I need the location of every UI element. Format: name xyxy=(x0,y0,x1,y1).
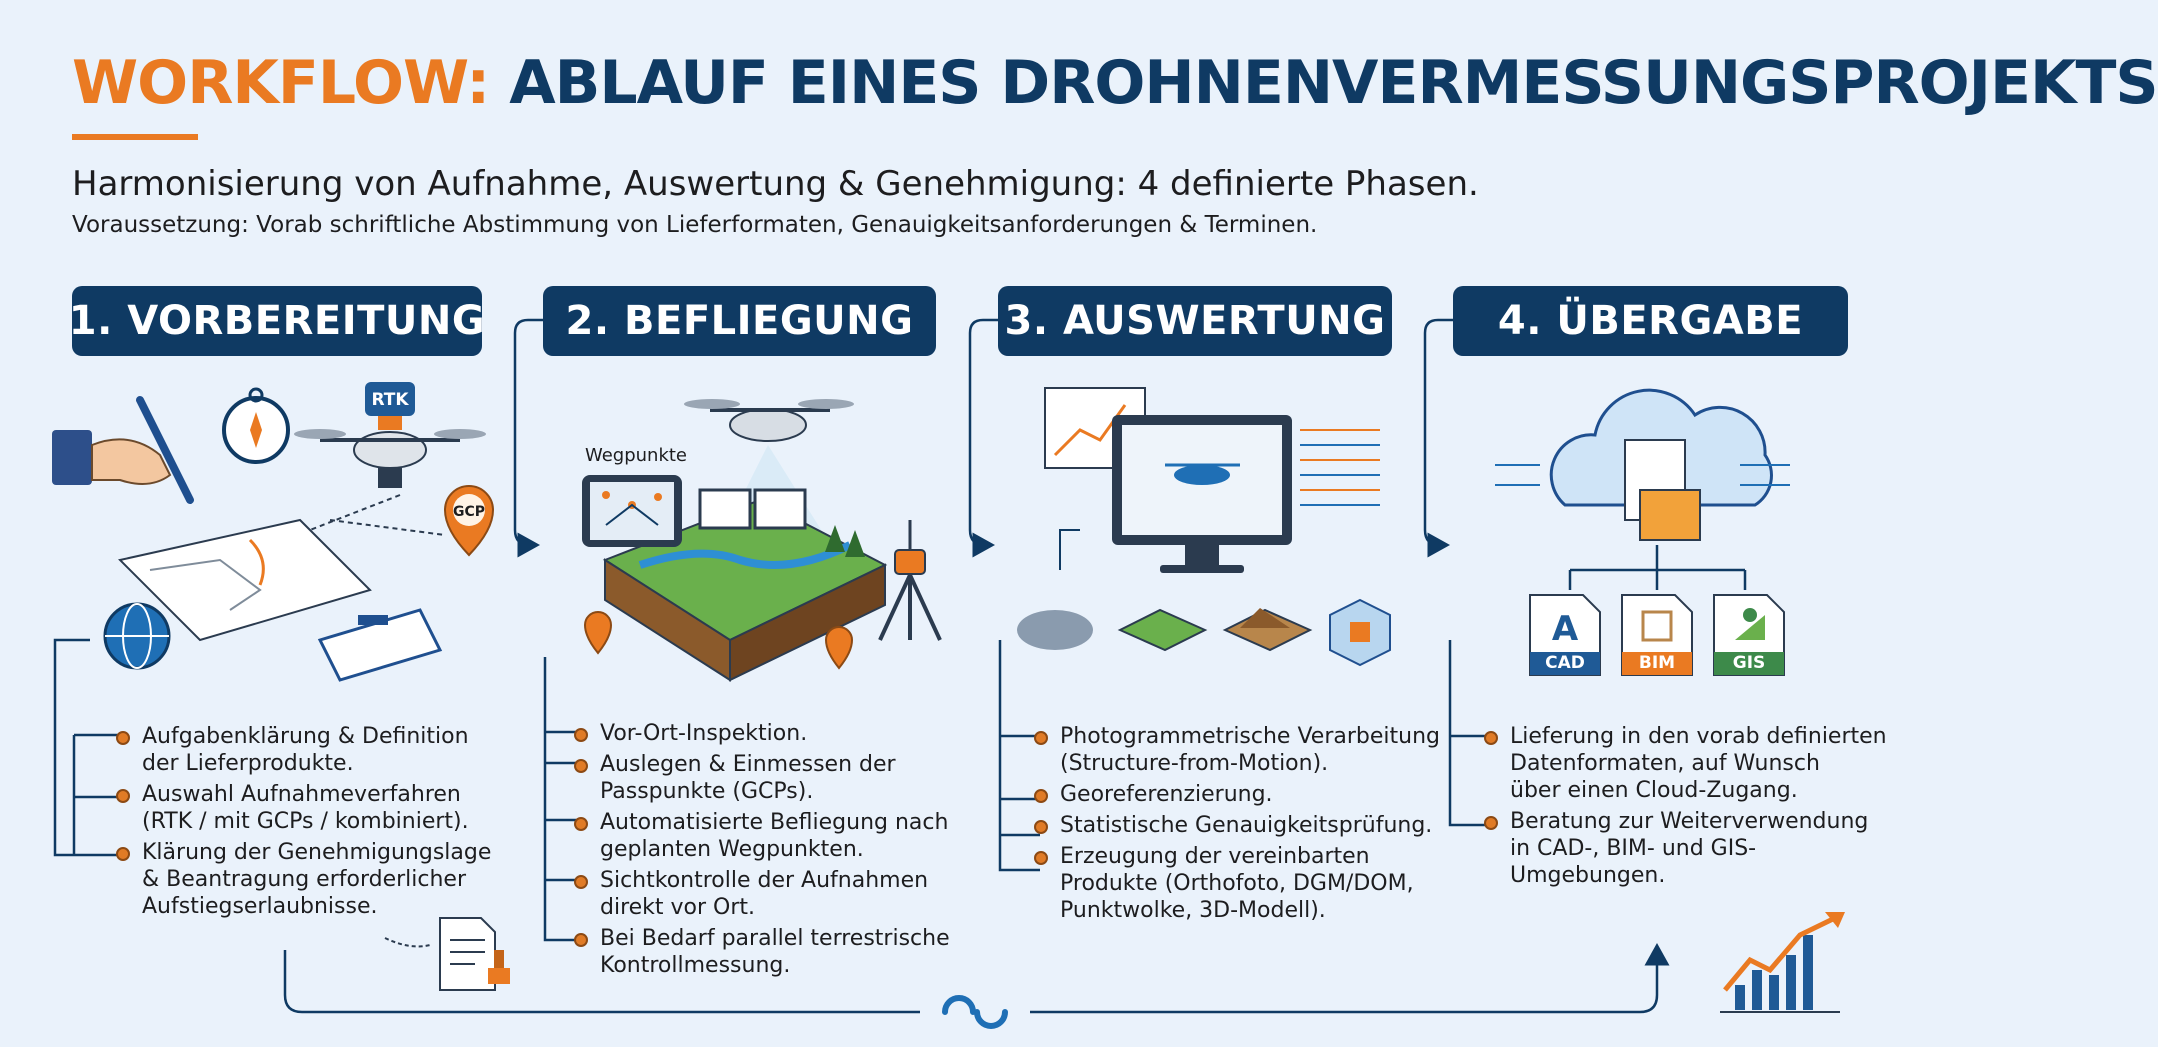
task-item xyxy=(1510,808,1887,889)
task-text-line: Aufgabenklärung & Definition xyxy=(142,724,469,749)
task-item xyxy=(600,720,950,747)
task-text-line: Kontrollmessung. xyxy=(600,953,791,978)
gcp-label: GCP xyxy=(452,504,486,520)
task-text-line: Klärung der Genehmigungslage xyxy=(142,840,492,865)
task-text-line: Umgebungen. xyxy=(1510,863,1666,888)
phase-1-tasks xyxy=(142,723,491,924)
task-text-line: Statistische Genauigkeitsprüfung. xyxy=(1060,813,1433,838)
task-text-line: über einen Cloud-Zugang. xyxy=(1510,778,1798,803)
task-item xyxy=(600,867,950,921)
task-text-line: Bei Bedarf parallel terrestrische xyxy=(600,926,950,951)
task-text-line: Punktwolke, 3D-Modell). xyxy=(1060,898,1326,923)
title-accent: WORKFLOW: xyxy=(72,48,490,118)
bullet-icon xyxy=(574,875,588,889)
format-bim-label: BIM xyxy=(1638,653,1676,673)
phase-3-tasks xyxy=(1060,723,1440,928)
subtitle: Harmonisierung von Aufnahme, Auswertung & Genehmigung: 4 definierte Phasen. xyxy=(72,164,1479,204)
task-text-line: Beratung zur Weiterverwendung xyxy=(1510,809,1869,834)
task-text-line: Produkte (Orthofoto, DGM/DOM, xyxy=(1060,871,1414,896)
task-text-line: Sichtkontrolle der Aufnahmen xyxy=(600,868,929,893)
bullet-icon xyxy=(574,817,588,831)
bullet-icon xyxy=(574,759,588,773)
bullet-icon xyxy=(116,789,130,803)
phase-4-header: 4. ÜBERGABE xyxy=(1453,286,1848,356)
task-text-line: direkt vor Ort. xyxy=(600,895,756,920)
task-text-line: Lieferung in den vorab definierten xyxy=(1510,724,1887,749)
bullet-icon xyxy=(1034,820,1048,834)
task-text-line: Auslegen & Einmessen der xyxy=(600,752,896,777)
task-item xyxy=(142,839,491,920)
title-main: ABLAUF EINES DROHNENVERMESSUNGSPROJEKTS xyxy=(509,48,2158,118)
format-cad-label: CAD xyxy=(1545,653,1585,673)
task-item xyxy=(142,723,491,777)
task-item xyxy=(1060,781,1440,808)
format-gis-label: GIS xyxy=(1732,653,1766,673)
task-text-line: Datenformaten, auf Wunsch xyxy=(1510,751,1820,776)
bullet-icon xyxy=(1034,789,1048,803)
task-text-line: & Beantragung erforderlicher xyxy=(142,867,466,892)
task-text-line: geplanten Wegpunkten. xyxy=(600,837,864,862)
task-item xyxy=(600,925,950,979)
task-text-line: (RTK / mit GCPs / kombiniert). xyxy=(142,809,469,834)
phase-4-tasks xyxy=(1510,723,1887,893)
phase-2-tasks xyxy=(600,720,950,983)
task-text-line: Vor-Ort-Inspektion. xyxy=(600,721,808,746)
task-text-line: Passpunkte (GCPs). xyxy=(600,779,814,804)
task-text-line: Erzeugung der vereinbarten xyxy=(1060,844,1370,869)
task-text-line: (Structure-from-Motion). xyxy=(1060,751,1329,776)
task-text-line: Photogrammetrische Verarbeitung xyxy=(1060,724,1440,749)
task-text-line: der Lieferprodukte. xyxy=(142,751,354,776)
prerequisite-note: Voraussetzung: Vorab schriftliche Abstimmung von Lieferformaten, Genauigkeitsanforderungen & Terminen. xyxy=(72,212,1318,238)
task-item xyxy=(1060,812,1440,839)
task-text-line: Auswahl Aufnahmeverfahren xyxy=(142,782,461,807)
phase3-illustration xyxy=(1017,388,1390,665)
task-item xyxy=(600,809,950,863)
task-text-line: Aufstiegserlaubnisse. xyxy=(142,894,378,919)
task-item xyxy=(1060,723,1440,777)
rtk-label: RTK xyxy=(371,390,409,410)
bullet-icon xyxy=(116,847,130,861)
task-item xyxy=(1510,723,1887,804)
task-item xyxy=(1060,843,1440,924)
phase4-illustration xyxy=(1495,390,1845,1012)
task-item xyxy=(142,781,491,835)
svg-text:A: A xyxy=(1551,609,1579,649)
task-text-line: Automatisierte Befliegung nach xyxy=(600,810,949,835)
task-text-line: Georeferenzierung. xyxy=(1060,782,1273,807)
cycle-icon xyxy=(945,998,1005,1026)
waypoints-label: Wegpunkte xyxy=(584,445,688,466)
bullet-icon xyxy=(1034,851,1048,865)
bullet-icon xyxy=(1484,731,1498,745)
task-text-line: in CAD-, BIM- und GIS- xyxy=(1510,836,1757,861)
bullet-icon xyxy=(1034,731,1048,745)
phase-2-header: 2. BEFLIEGUNG xyxy=(543,286,936,356)
bullet-icon xyxy=(116,731,130,745)
phase-1-header: 1. VORBEREITUNG xyxy=(72,286,482,356)
bullet-icon xyxy=(1484,816,1498,830)
task-item xyxy=(600,751,950,805)
bullet-icon xyxy=(574,933,588,947)
phase2-illustration xyxy=(582,399,940,680)
bullet-icon xyxy=(574,728,588,742)
phase-3-header: 3. AUSWERTUNG xyxy=(998,286,1392,356)
